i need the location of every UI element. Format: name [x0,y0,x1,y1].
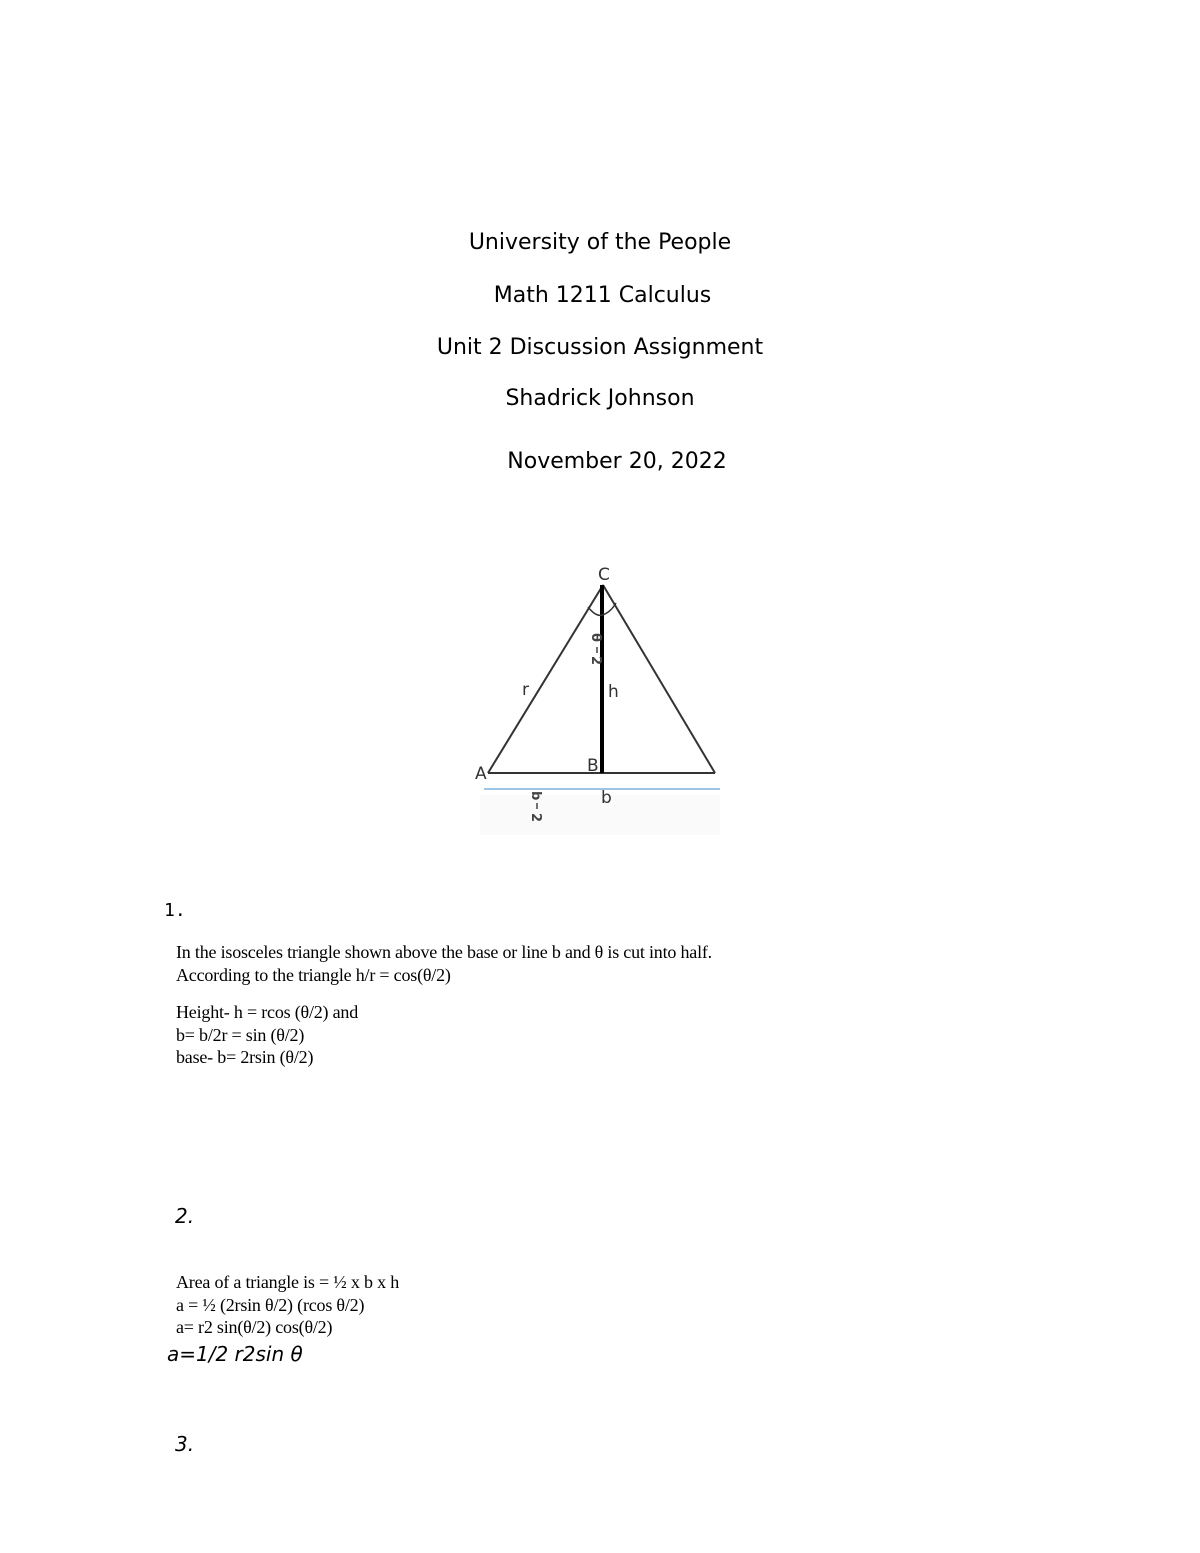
question-1-line-1: In the isosceles triangle shown above the base or line b and θ is cut into half. [176,942,712,962]
question-2-line-3: a= r2 sin(θ/2) cos(θ/2) [176,1317,333,1337]
vertex-c-label: C [598,565,610,585]
question-2-number: 2. [175,1204,195,1228]
question-1-line-2: According to the triangle h/r = cos(θ/2) [176,965,451,985]
question-1-ratio: b= b/2r = sin (θ/2) [176,1025,305,1045]
question-1-height: Height- h = rcos (θ/2) and [176,1002,359,1022]
assignment-title: Unit 2 Discussion Assignment [436,335,764,360]
side-r-label: r [522,680,529,700]
side-bc-right [603,585,715,773]
figure-background-band [480,795,720,835]
question-2-result: a=1/2 r2sin θ [167,1342,303,1366]
half-base-numerator: b [528,791,543,801]
question-2-line-2: a = ½ (2rsin θ/2) (rcos θ/2) [176,1295,365,1315]
date: November 20, 2022 [507,449,727,474]
half-base-denominator: 2 [528,813,543,823]
question-1-base: base- b= 2rsin (θ/2) [176,1047,314,1067]
height-h-label: h [608,682,619,702]
angle-denominator: 2 [588,656,603,666]
side-ac [488,585,603,773]
question-1-number: 1. [164,900,186,921]
angle-numerator: θ [588,633,603,642]
angle-arc-left [588,607,602,615]
course-name: Math 1211 Calculus [493,283,712,308]
university-name: University of the People [468,230,732,255]
vertex-b-label: B [587,756,599,776]
base-b-label: b [601,788,612,808]
question-3-number: 3. [175,1432,195,1456]
isosceles-triangle-figure [470,555,730,840]
question-2-line-1: Area of a triangle is = ½ x b x h [176,1272,399,1292]
author-name: Shadrick Johnson [505,386,695,411]
vertex-a-label: A [475,764,487,784]
